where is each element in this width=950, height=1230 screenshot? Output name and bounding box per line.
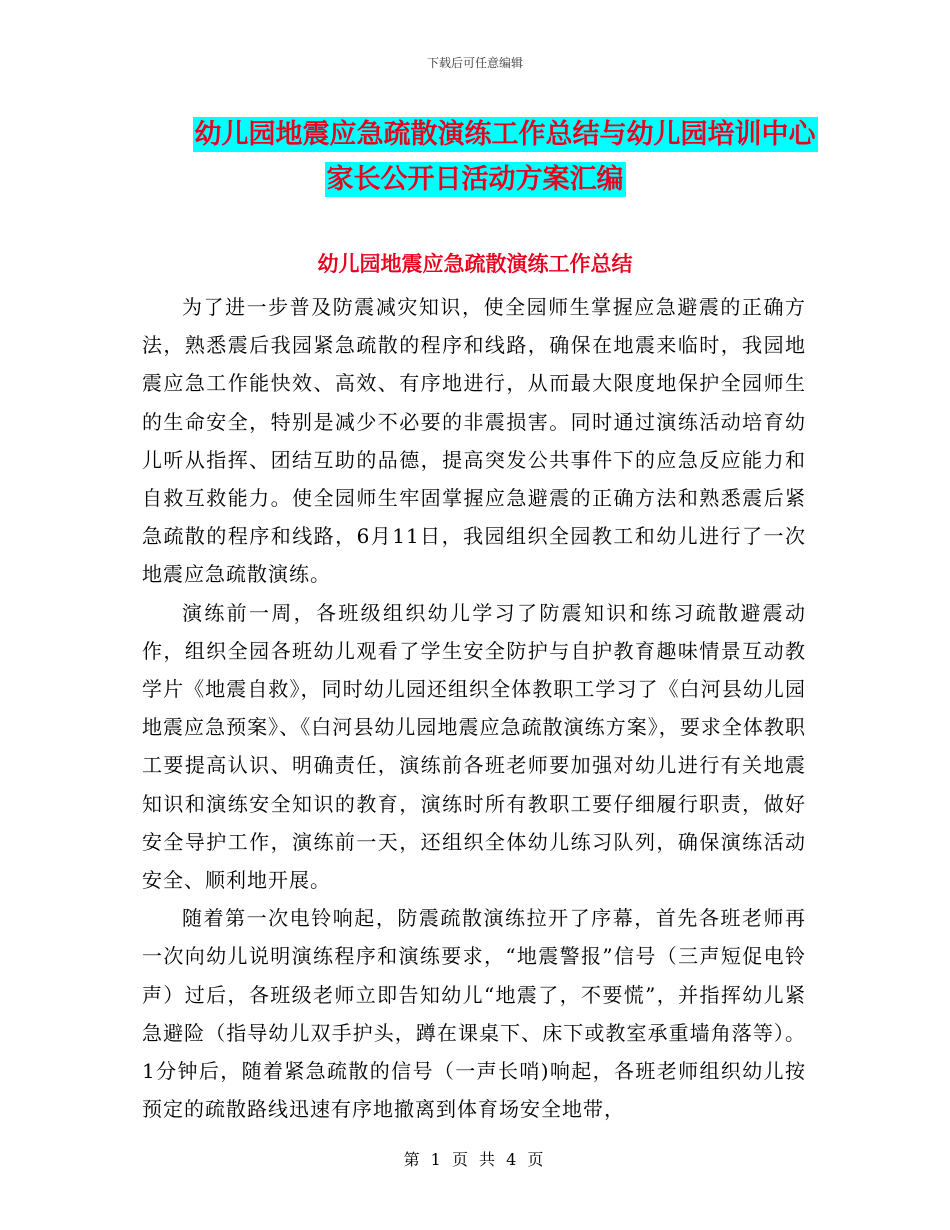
page-footer: 第 1 页 共 4 页 — [403, 1150, 547, 1169]
document-title-line-2-text: 家长公开日活动方案汇编 — [326, 164, 624, 195]
document-title-line-1 — [30, 112, 950, 151]
document-title-line-1-text: 幼儿园地震应急疏散演练工作总结与幼儿园培训中心 — [194, 119, 816, 150]
body-paragraph-2: 演练前一周，各班级组织幼儿学习了防震知识和练习疏散避震动作，组织全园各班幼儿观看了学生安全防护与自护教育趣味情景互动教学片《地震自救》，同时幼儿园还组织全体教职工学习了《白河县幼儿园地震应急预案》、《白河县幼儿园地震应急疏散演练方案》，要求全体教职工要提高认识、明确责任，演练前各班老师要加强对幼儿进行有关地震知识和演练安全知识的教育，演练时所有教职工要仔细履行职责，做好安全导护工作，演练前一天，还组织全体幼儿练习队列，确保演练活动安全、顺利地开展。 — [142, 600, 806, 893]
section-title: 幼儿园地震应急疏散演练工作总结 — [317, 252, 633, 276]
header-note: 下载后可任意编辑 — [426, 56, 523, 70]
body-paragraph-3: 随着第一次电铃响起，防震疏散演练拉开了序幕，首先各班老师再一次向幼儿说明演练程序和演练要求，“地震警报”信号（三声短促电铃声）过后，各班级老师立即告知幼儿“地震了，不要慌”，并指挥幼儿紧急避险（指导幼儿双手护头，蹲在课桌下、床下或教室承重墙角落等）。1分钟后，随着紧急疏散的信号（一声长哨)响起，各班老师组织幼儿按预定的疏散路线迅速有序地撤离到体育场安全地带， — [142, 906, 806, 1122]
body-paragraph-1: 为了进一步普及防震减灾知识，使全园师生掌握应急避震的正确方法，熟悉震后我园紧急疏散的程序和线路，确保在地震来临时，我园地震应急工作能快效、高效、有序地进行，从而最大限度地保护全园师生的生命安全，特别是减少不必要的非震损害。同时通过演练活动培育幼儿听从指挥、团结互助的品德，提高突发公共事件下的应急反应能力和自救互救能力。使全园师生牢固掌握应急避震的正确方法和熟悉震后紧急疏散的程序和线路，6月11日，我园组织全园教工和幼儿进行了一次地震应急疏散演练。 — [142, 295, 806, 587]
document-body — [142, 288, 806, 1128]
document-title-line-2 — [0, 157, 950, 196]
